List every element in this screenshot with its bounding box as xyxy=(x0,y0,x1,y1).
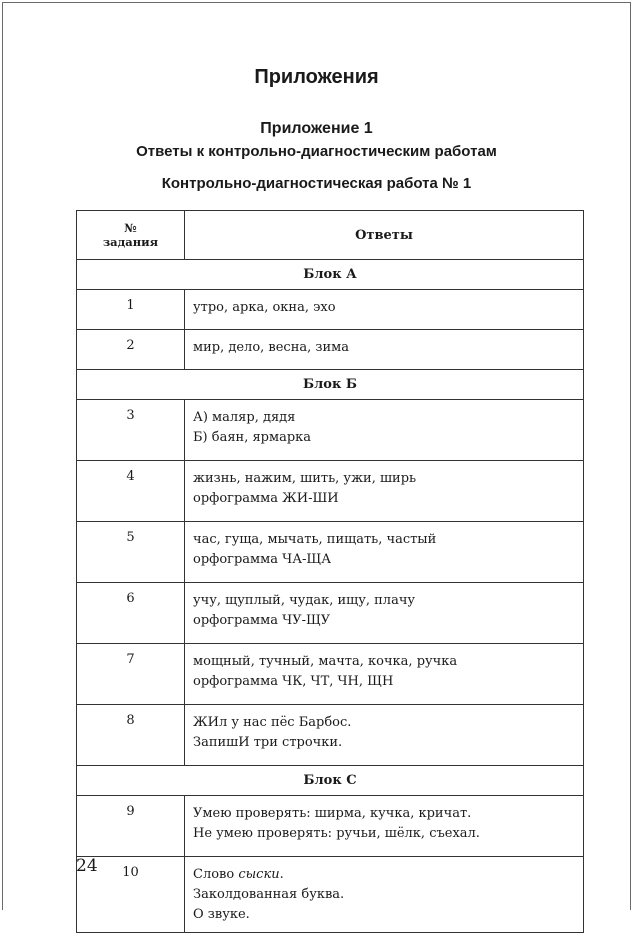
task-number: 5 xyxy=(77,522,185,583)
block-a-label: Блок А xyxy=(77,260,584,290)
answer-cell xyxy=(185,400,584,461)
table-row xyxy=(77,583,584,644)
appendix-title: Приложение 1 xyxy=(260,120,373,137)
appendix-subtitle: Ответы к контрольно-диагностическим работам xyxy=(136,143,497,160)
header-num-symbol: № xyxy=(124,221,137,235)
answer-cell xyxy=(185,461,584,522)
answer-line: мощный, тучный, мачта, кочка, ручка xyxy=(193,654,458,669)
table-header-row xyxy=(77,211,584,260)
answer-cell xyxy=(185,644,584,705)
page-title: Приложения xyxy=(254,66,379,88)
page-number: 24 xyxy=(76,856,98,876)
answer-line: орфограмма ЖИ-ШИ xyxy=(193,491,339,506)
answer-line: О звуке. xyxy=(193,907,250,922)
table-row xyxy=(77,705,584,766)
answer-cell xyxy=(185,857,584,933)
answer-prefix: Слово xyxy=(193,867,239,882)
answer-line: жизнь, нажим, шить, ужи, ширь xyxy=(193,471,417,486)
answer-line: Умею проверять: ширма, кучка, кричат. xyxy=(193,806,472,821)
answer-line: утро, арка, окна, эхо xyxy=(193,300,336,315)
answer-line-word xyxy=(193,865,583,885)
table-row xyxy=(77,400,584,461)
answer-line: Б) баян, ярмарка xyxy=(193,430,312,445)
answer-cell xyxy=(185,290,584,330)
answer-line: час, гуща, мычать, пищать, частый xyxy=(193,532,437,547)
task-number: 8 xyxy=(77,705,185,766)
answer-italic-word: сыски xyxy=(238,867,280,882)
answer-line: ЗапишИ три строчки. xyxy=(193,735,343,750)
task-number: 1 xyxy=(77,290,185,330)
task-number: 3 xyxy=(77,400,185,461)
task-number: 9 xyxy=(77,796,185,857)
work-title: Контрольно-диагностическая работа № 1 xyxy=(161,175,472,192)
task-number: 4 xyxy=(77,461,185,522)
answer-suffix: . xyxy=(279,867,284,882)
answer-cell xyxy=(185,705,584,766)
task-number: 10 xyxy=(77,857,185,933)
answer-line: Заколдованная буква. xyxy=(193,887,345,902)
answer-line: ЖИл у нас пёс Барбос. xyxy=(193,715,352,730)
answer-line: учу, щуплый, чудак, ищу, плачу xyxy=(193,593,416,608)
task-number: 2 xyxy=(77,330,185,370)
answer-cell xyxy=(185,796,584,857)
table-row xyxy=(77,522,584,583)
table-row xyxy=(77,461,584,522)
answer-line: мир, дело, весна, зима xyxy=(193,340,349,355)
task-number: 7 xyxy=(77,644,185,705)
answer-line: орфограмма ЧК, ЧТ, ЧН, ЩН xyxy=(193,674,394,689)
table-row xyxy=(77,796,584,857)
answer-line: орфограмма ЧУ-ЩУ xyxy=(193,613,331,628)
answer-line: Не умею проверять: ручьи, шёлк, съехал. xyxy=(193,826,480,841)
answer-cell xyxy=(185,522,584,583)
header-num-label: задания xyxy=(102,235,159,249)
answer-line: А) маляр, дядя xyxy=(193,410,296,425)
block-c-label: Блок С xyxy=(77,766,584,796)
task-number: 6 xyxy=(77,583,185,644)
header-task-number xyxy=(77,211,185,260)
table-row xyxy=(77,857,584,933)
answer-cell xyxy=(185,583,584,644)
table-row xyxy=(77,290,584,330)
block-b-label: Блок Б xyxy=(77,370,584,400)
header-answers: Ответы xyxy=(185,211,584,260)
answer-cell xyxy=(185,330,584,370)
table-row xyxy=(77,330,584,370)
answer-line: орфограмма ЧА-ЩА xyxy=(193,552,332,567)
answers-table xyxy=(76,210,584,933)
table-row xyxy=(77,644,584,705)
